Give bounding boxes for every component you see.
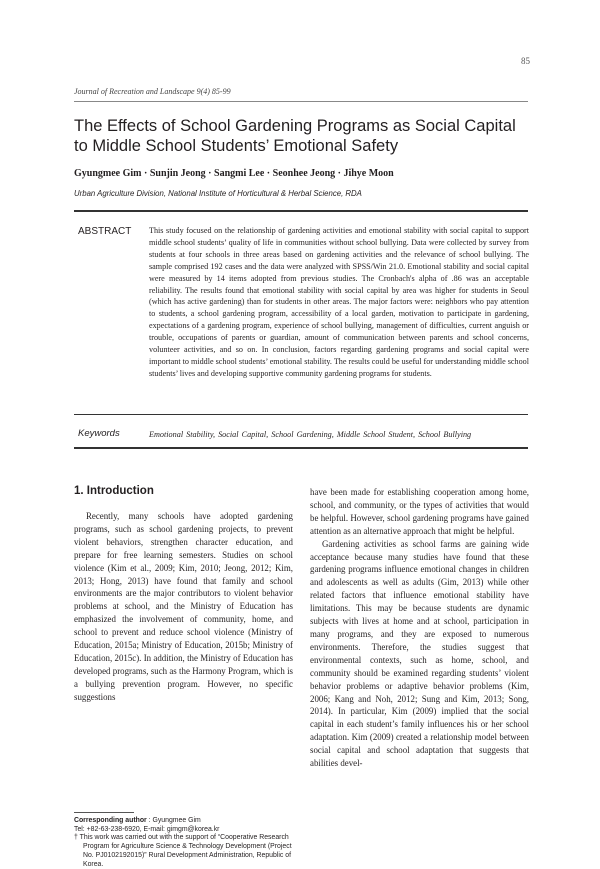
section-heading: 1. Introduction xyxy=(74,485,154,497)
right-column xyxy=(310,486,529,770)
abstract-middle-rule xyxy=(74,414,528,415)
body-paragraph: Recently, many schools have adopted gardening programs, such as school gardening projects, to prevent violent behaviors, strengthen character education, and prepare for free learning semesters. Studies on school violence (Kim et al., 2009; Kim, 2010; Jeong, 2012; Kim, 2013; Hong, 2013) have found that family and school environments are the major contributors to violent behavior problems at school, and the Ministry of Education has emphasized the involvement of community, home, and school to prevent and reduce school violence (Ministry of Education, 2015a; Ministry of Education, 2015b; Ministry of Education, 2015c). In addition, the Ministry of Education has developed programs, such as the Harmony Program, which is a bullying prevention program. However, no specific suggestions xyxy=(74,511,293,702)
article-title: The Effects of School Gardening Programs as Social Capital to Middle School Students’ Emotional Safety xyxy=(74,117,516,155)
author-affiliation: Urban Agriculture Division, National Institute of Horticultural & Herbal Science, RDA xyxy=(74,189,362,198)
funding-note: † This work was carried out with the support of “Cooperative Research Program for Agriculture Science & Technology Development (Project No. PJ0102192015)” Rural Development Administration, Republic of Korea. xyxy=(74,834,292,868)
abstract-text: This study focused on the relationship of gardening activities and emotional stability with social capital to support middle school students’ quality of life in communities without school bullying. Data were collected by survey from students at four schools in three areas based on gardening activities and the relevance of school bullying. The sample comprised 192 cases and the data were analyzed with SPSS/Win 21.0. Emotional stability and social capital were measured by 14 items adopted from previous studies. The Cronbach's alpha of .86 was an acceptable reliability. The results found that emotional stability with social capital by area was higher for students in Seoul (which has active gardening) than for students in other areas. The major factors were: neighbors who pay attention to students, a school gardening program, accessibility of a local garden, motivation to participate in gardening, expectations of a gardening program, experience of school bullying, management of difficulties, current anguish or trouble, occupations of parents or guardian, amount of communication between parents and school concerns, volunteer activities, and so on. In conclusion, factors regarding gardening programs and social capital were important to middle school students’ emotional stability. The results could be useful for understanding middle school students’ lives and developing supportive community gardening programs for students. xyxy=(149,226,529,378)
header-divider xyxy=(74,101,528,102)
corresponding-author-name: : Gyungmee Gim xyxy=(146,817,201,824)
contact-info: Tel: +82-63-238-6920, E-mail: gimgm@korea.kr xyxy=(74,825,220,833)
author-list: Gyungmee Gim · Sunjin Jeong · Sangmi Lee · Seonhee Jeong · Jihye Moon xyxy=(74,168,394,179)
abstract-top-rule xyxy=(74,210,528,212)
left-column xyxy=(74,510,293,704)
keywords-text: Emotional Stability, Social Capital, School Gardening, Middle School Student, School Bullying xyxy=(149,430,472,439)
corresponding-author-label: Corresponding author xyxy=(74,817,147,824)
abstract-label: ABSTRACT xyxy=(78,226,132,237)
journal-reference: Journal of Recreation and Landscape 9(4) 85-99 xyxy=(74,87,231,96)
body-paragraph: Gardening activities as school farms are gaining wide acceptance because many studies have found that these gardening programs influence emotional changes in children and adolescents as well as adults (Gim, 2013) while other related factors that influence emotional stability have limitations. This may be because students are dynamic subjects with lives at home and at school, participation in many programs, and they are exposed to numerous environments. Therefore, the studies suggest that environmental contexts, such as home, school, and community should be examined regarding students’ violent behavior problems or adaptive behavior problems (Kim, 2006; Kang and Noh, 2012; Sung and Kim, 2013; Song, 2014). In particular, Kim (2009) implied that the social capital in each student’s family influences his or her school adaptation. Kim (2009) created a relationship model between social capital and school adaptation that suggests that abilities devel- xyxy=(310,538,529,769)
body-paragraph: have been made for establishing cooperation among home, school, and community, or the types of activities that would be helpful. However, school gardening programs have gained attention as an alternative approach that might be helpful. xyxy=(310,487,529,536)
corresponding-author-line xyxy=(74,817,293,826)
abstract-bottom-rule xyxy=(74,447,528,449)
footnotes xyxy=(74,817,293,869)
page-number: 85 xyxy=(521,56,530,66)
keywords-label: Keywords xyxy=(78,428,120,439)
footnote-divider xyxy=(74,812,134,813)
